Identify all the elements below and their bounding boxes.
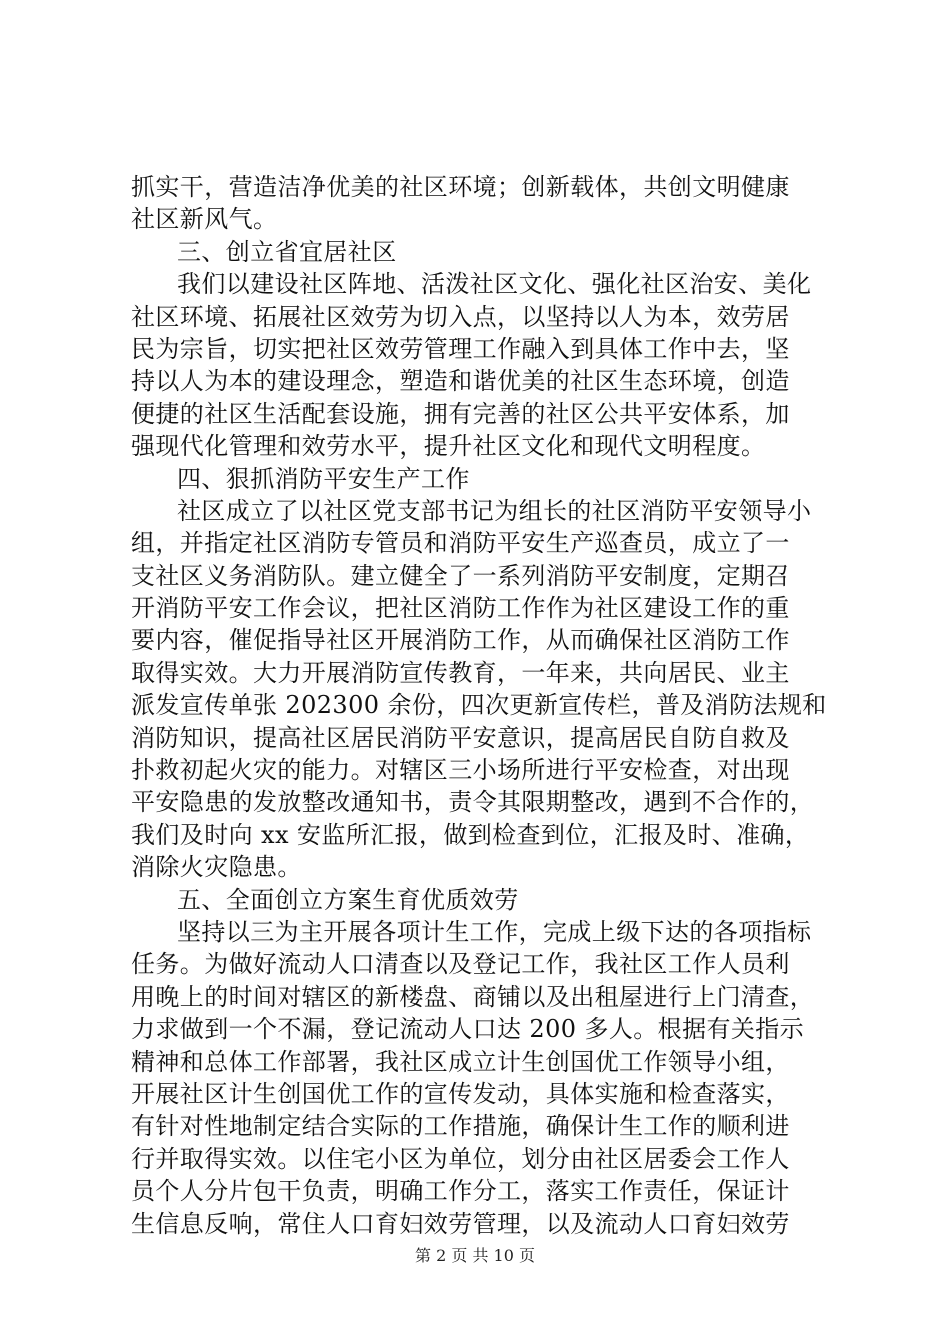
- text-line: 社区新风气。: [131, 205, 278, 234]
- text-line: 员个人分片包干负责，明确工作分工，落实工作责任，保证计: [131, 1177, 790, 1206]
- text-line: 坚持以三为主开展各项计生工作，完成上级下达的各项指标: [177, 917, 812, 946]
- text-line: 四、狠抓消防平安生产工作: [177, 464, 470, 493]
- page-footer: [0, 1243, 950, 1266]
- text-line: 强现代化管理和效劳水平，提升社区文化和现代文明程度。: [131, 432, 766, 461]
- text-line: 消防知识，提高社区居民消防平安意识，提高居民自防自救及: [131, 723, 790, 752]
- text-line: 要内容，催促指导社区开展消防工作，从而确保社区消防工作: [131, 626, 790, 655]
- text-line: 我们及时向 xx 安监所汇报，做到检查到位，汇报及时、准确，: [131, 820, 810, 849]
- text-line: 开消防平安工作会议，把社区消防工作作为社区建设工作的重: [131, 594, 790, 623]
- text-line: 组，并指定社区消防专管员和消防平安生产巡查员，成立了一: [131, 529, 790, 558]
- text-line: 我们以建设社区阵地、活泼社区文化、强化社区治安、美化: [177, 270, 812, 299]
- text-line: 民为宗旨，切实把社区效劳管理工作融入到具体工作中去，坚: [131, 334, 790, 363]
- text-line: 任务。为做好流动人口清查以及登记工作，我社区工作人员利: [131, 950, 790, 979]
- text-line: 用晚上的时间对辖区的新楼盘、商铺以及出租屋进行上门清查，: [131, 982, 815, 1011]
- text-line: 扑救初起火灾的能力。对辖区三小场所进行平安检查，对出现: [131, 756, 790, 785]
- text-line: 抓实干，营造洁净优美的社区环境；创新载体，共创文明健康: [131, 173, 790, 201]
- text-line: 有针对性地制定结合实际的工作措施，确保计生工作的顺利进: [131, 1112, 790, 1141]
- text-line: 三、创立省宜居社区: [177, 237, 397, 266]
- text-line: 生信息反响，常住人口育妇效劳管理，以及流动人口育妇效劳: [131, 1209, 790, 1238]
- text-line: 行并取得实效。以住宅小区为单位，划分由社区居委会工作人: [131, 1144, 790, 1173]
- text-line: 开展社区计生创国优工作的宣传发动，具体实施和检查落实，: [131, 1079, 790, 1108]
- text-line: 社区成立了以社区党支部书记为组长的社区消防平安领导小: [177, 496, 812, 525]
- text-line: 派发宣传单张 202300 余份，四次更新宣传栏，普及消防法规和: [131, 691, 827, 720]
- text-line: 取得实效。大力开展消防宣传教育，一年来，共向居民、业主: [131, 658, 790, 687]
- page-number: 第 2 页 共 10 页: [415, 1246, 535, 1265]
- text-line: 支社区义务消防队。建立健全了一系列消防平安制度，定期召: [131, 561, 790, 590]
- text-line: 五、全面创立方案生育优质效劳: [177, 885, 519, 914]
- text-line: 精神和总体工作部署，我社区成立计生创国优工作领导小组，: [131, 1047, 790, 1076]
- text-line: 社区环境、拓展社区效劳为切入点，以坚持以人为本，效劳居: [131, 302, 790, 331]
- text-line: 持以人为本的建设理念，塑造和谐优美的社区生态环境，创造: [131, 367, 790, 396]
- text-line: 力求做到一个不漏，登记流动人口达 200 多人。根据有关指示: [131, 1015, 805, 1044]
- text-line: 消除火灾隐患。: [131, 853, 302, 882]
- document-body: [131, 171, 831, 1240]
- text-line: 平安隐患的发放整改通知书，责令其限期整改，遇到不合作的，: [131, 788, 815, 817]
- text-line: 便捷的社区生活配套设施，拥有完善的社区公共平安体系，加: [131, 399, 790, 428]
